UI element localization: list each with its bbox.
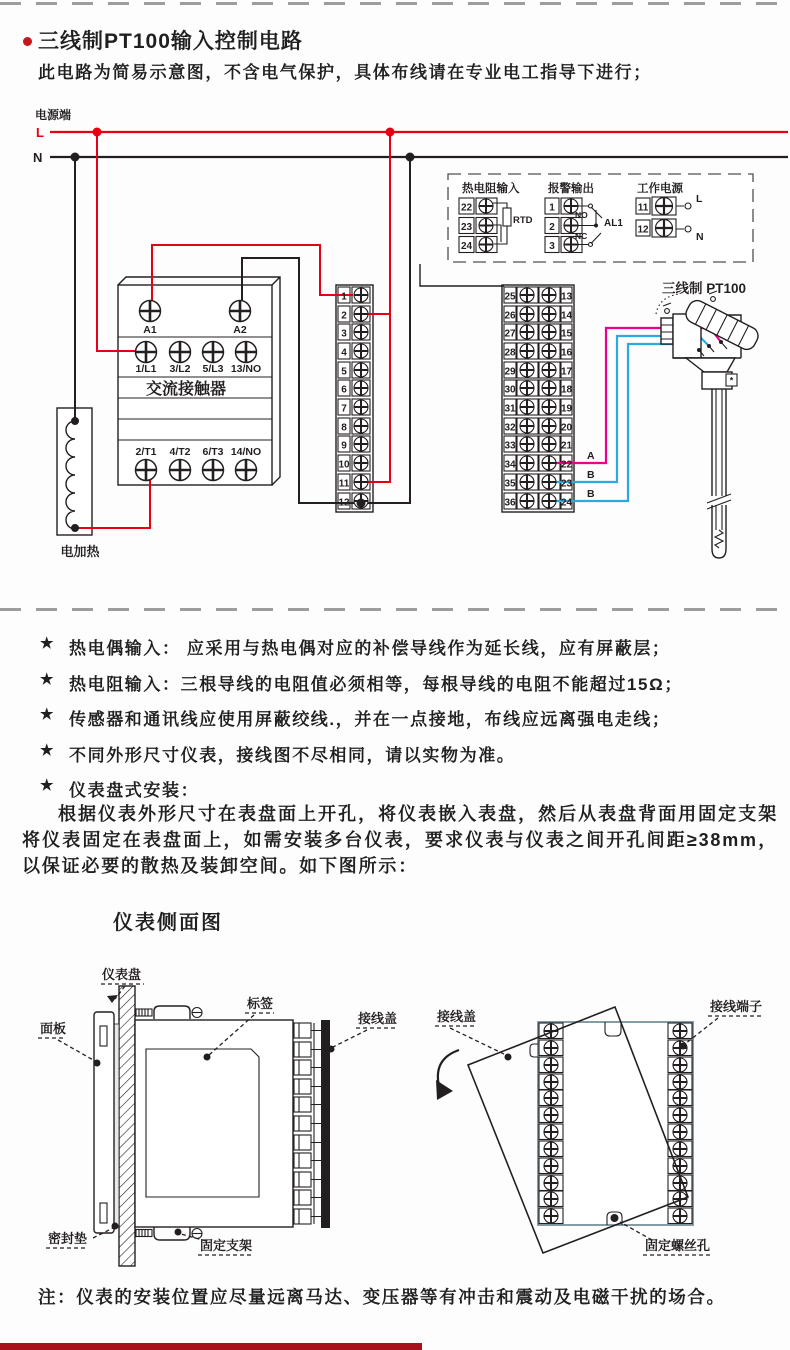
terminal-number: 24 [460,241,473,252]
screw-icon [520,344,534,358]
screw-icon [520,456,534,470]
panel-board-label: 仪表盘 [102,967,142,982]
terminal-number: 13 [560,291,573,303]
note-item [40,741,780,777]
gasket-label: 密封垫 [48,1231,88,1246]
screw-icon [230,301,251,322]
fixing-bracket-bottom [136,1227,202,1240]
note-text: 仪表盘式安装： [69,781,200,801]
terminal-number: 35 [504,478,516,490]
screw-hole-label: 固定螺丝孔 [645,1238,711,1253]
screw-icon [354,475,368,489]
note-text: 热电偶输入： 应采用与热电偶对应的补偿导线作为延长线，应有屏蔽层； [69,639,671,658]
star-icon: ★ [40,635,54,652]
terminal-number: 10 [338,459,350,471]
side-view-diagram [38,967,398,1266]
screw-icon [170,460,191,481]
screw-icon [354,325,368,339]
fixing-bracket-top [136,1006,202,1019]
terminal-number: 8 [341,422,347,434]
terminal-detail-box [448,174,753,262]
note-text: 传感器和通讯线应使用屏蔽绞线.，并在一点接地，布线应远离强电走线； [69,710,671,730]
screw-icon [542,325,556,339]
al1-label: AL1 [604,218,623,229]
junction-dot [357,499,366,508]
screw-icon [354,381,368,395]
screw-icon [542,494,556,508]
rtd-label: RTD [513,215,533,226]
collar-mark: * [729,375,734,386]
terminal-number: 34 [504,459,516,471]
star-icon: ★ [40,777,54,795]
screw-icon [354,307,368,321]
screw-icon [520,381,534,395]
screw-icon [542,456,556,470]
screw-icon [544,1159,558,1173]
red-accent-bar [0,1343,422,1350]
screw-icon [542,437,556,451]
rotate-arrow-icon [438,1050,459,1086]
screw-icon [544,1176,558,1190]
screw-hole-dot [611,1214,619,1222]
screw-icon [673,1075,687,1089]
screw-icon [354,363,368,377]
screw-icon [542,363,556,377]
screw-icon [542,419,556,433]
screw-icon [520,325,534,339]
terminal-number: 11 [338,478,350,490]
terminal-number: 2 [549,222,555,233]
n-label: N [33,150,43,165]
contactor-terminal-label: 1/L1 [135,363,157,375]
terminal-number: 1 [341,291,347,303]
screw-icon [656,198,673,215]
contactor-name: 交流接触器 [145,381,227,398]
terminal-number: 2 [341,310,347,322]
bracket-label: 固定支架 [200,1238,253,1253]
terminal-number: 24 [560,497,573,509]
screw-icon [544,1075,558,1089]
terminal-number: 20 [560,422,573,434]
contactor-a2-label: A2 [233,324,247,336]
screw-icon [673,1125,687,1139]
screw-icon [542,344,556,358]
notes-list [40,634,780,812]
screw-icon [544,1192,558,1206]
terminal-number: 28 [504,347,516,359]
screw-icon [479,219,493,233]
contactor-terminal-label: 2/T1 [135,446,157,458]
meter-body-icon [135,1020,293,1227]
terminal-number: 22 [560,459,573,471]
arrowhead-icon [436,1080,453,1100]
alarm-group-title: 报警输出 [548,183,594,195]
screw-icon [544,1091,558,1105]
terminal-number: 33 [504,440,516,452]
contactor-terminal-label: 14/NO [230,446,262,458]
power-n-label: N [696,231,704,243]
star-icon: ★ [40,670,54,688]
screw-icon [544,1209,558,1223]
screw-icon [673,1024,687,1038]
screw-icon [236,342,257,363]
install-paragraph: 根据仪表外形尺寸在表盘面上开孔，将仪表嵌入表盘，然后从表盘背面用固定支架将仪表固定在表盘面上，如需安装多台仪表，要求仪表与仪表之间开孔间距≥38mm，以保证必要的散热及装卸空间。如下图所示： [22,804,778,876]
terminal-number: 9 [341,440,347,452]
terminal-number: 19 [560,403,573,415]
nc-label: NC [575,231,588,241]
terminal-number: 26 [504,310,516,322]
wire-a-label: A [587,450,595,462]
screw-icon [520,419,534,433]
terminal-number: 6 [341,384,347,396]
terminal-number: 3 [549,241,555,252]
pt100-title: 三线制 PT100 [662,281,747,296]
power-l-label: L [696,193,703,205]
terminal-number: 12 [637,224,649,236]
screw-icon [673,1159,687,1173]
power-group-title: 工作电源 [637,183,683,195]
screw-icon [520,475,534,489]
heater [57,408,100,559]
screw-icon [673,1108,687,1122]
junction-dot [406,153,415,162]
screw-icon [203,342,224,363]
screw-icon [544,1108,558,1122]
screw-icon [542,288,556,302]
terminal-number: 30 [504,384,516,396]
power-terminal-label: 电源端 [35,108,72,122]
screw-icon [354,400,368,414]
side-terminal-cells [294,1023,321,1224]
screw-icon [673,1091,687,1105]
terminal-number: 21 [560,440,573,452]
wire-b-label: B [587,488,595,500]
no-label: NO [575,210,588,220]
screw-icon [544,1041,558,1055]
screw-icon [354,344,368,358]
rear-terminals-label: 接线端子 [710,999,763,1014]
bottom-note: 注：仪表的安装位置应尽量远离马达、变压器等有冲击和震动及电磁干扰的场合。 [38,1287,726,1307]
note-text: 热电阻输入：三根导线的电阻值必须相等，每根导线的电阻不能超过15Ω； [69,674,683,694]
terminal-number: 17 [560,366,573,378]
rtd-group-title: 热电阻输入 [462,183,520,195]
screw-icon [520,288,534,302]
heater-label: 电加热 [60,544,100,559]
star-icon: ★ [40,741,54,759]
screw-icon [136,460,157,481]
note-text: 不同外形尺寸仪表，接线图不尽相同，请以实物为准。 [69,745,516,765]
screw-icon [479,238,493,252]
rear-cover-label: 接线盖 [437,1009,477,1024]
screw-icon [544,1125,558,1139]
contactor-terminal-label: 6/T3 [202,446,224,458]
pt100-sensor [587,280,761,558]
screw-icon [140,301,161,322]
contactor-terminal-label: 3/L2 [169,363,191,375]
terminal-number: 18 [560,384,573,396]
rear-view-diagram [435,999,762,1255]
note-item [40,634,780,670]
contactor-terminal-label: 5/L3 [202,363,224,375]
junction-dot [71,153,80,162]
screw-icon [354,419,368,433]
contactor-terminal-label: 4/T2 [169,446,191,458]
sticker-label: 标签 [247,996,274,1011]
screw-icon [354,437,368,451]
terminal-number: 16 [560,347,573,359]
terminal-number: 27 [504,328,516,340]
terminal-number: 1 [549,202,555,214]
terminal-number: 23 [460,222,473,233]
screw-icon [542,381,556,395]
terminal-number: 3 [341,328,347,340]
screw-icon [542,475,556,489]
l-label: L [36,125,44,140]
terminal-number: 14 [560,310,573,322]
screw-icon [520,400,534,414]
screw-icon [170,342,191,363]
junction-dot [71,417,79,425]
note-item [40,670,780,706]
contactor-a1-label: A1 [143,324,157,336]
junction-dot [71,524,79,532]
terminal-number: 4 [341,347,347,359]
front-panel-label: 面板 [40,1021,67,1036]
screw-icon [673,1058,687,1072]
section-title-side-view: 仪表侧面图 [113,912,223,934]
terminal-number: 36 [504,497,516,509]
screw-icon [136,342,157,363]
screw-icon [520,307,534,321]
screw-icon [203,460,224,481]
terminal-number: 15 [560,328,573,340]
screw-icon [673,1142,687,1156]
note-item [40,705,780,741]
junction-dot [386,128,395,137]
screw-icon [520,363,534,377]
screw-icon [520,437,534,451]
wire-strip-stub [420,264,504,286]
terminal-cover-label: 接线盖 [358,1011,398,1026]
screw-icon [544,1142,558,1156]
screw-icon [673,1209,687,1223]
screw-icon [544,1058,558,1072]
junction-dot [93,128,102,137]
terminal-number: 31 [504,403,516,415]
terminal-number: 32 [504,422,516,434]
gasket-icon [114,1024,119,1226]
terminal-number: 25 [504,291,516,303]
terminal-number: 29 [504,366,516,378]
screw-icon [542,307,556,321]
terminal-number: 23 [560,478,573,490]
wire-b-label: B [587,469,595,481]
screw-icon [542,400,556,414]
arrowhead-icon [107,995,118,1003]
page-title: 三线制PT100输入控制电路 [38,30,303,53]
screw-icon [236,460,257,481]
terminal-number: 5 [341,366,347,378]
terminal-number: 11 [637,202,649,214]
terminal-number: 7 [341,403,347,415]
screw-icon [479,199,493,213]
page-subtitle: 此电路为简易示意图，不含电气保护，具体布线请在专业电工指导下进行； [38,63,652,82]
screw-icon [354,288,368,302]
terminal-number: 12 [338,497,350,509]
contactor-terminal-label: 13/NO [230,363,262,375]
screw-icon [656,220,673,237]
screw-icon [354,456,368,470]
panel-board-icon [119,986,135,1266]
screw-icon [520,494,534,508]
terminal-number: 22 [460,202,473,214]
star-icon: ★ [40,706,54,724]
